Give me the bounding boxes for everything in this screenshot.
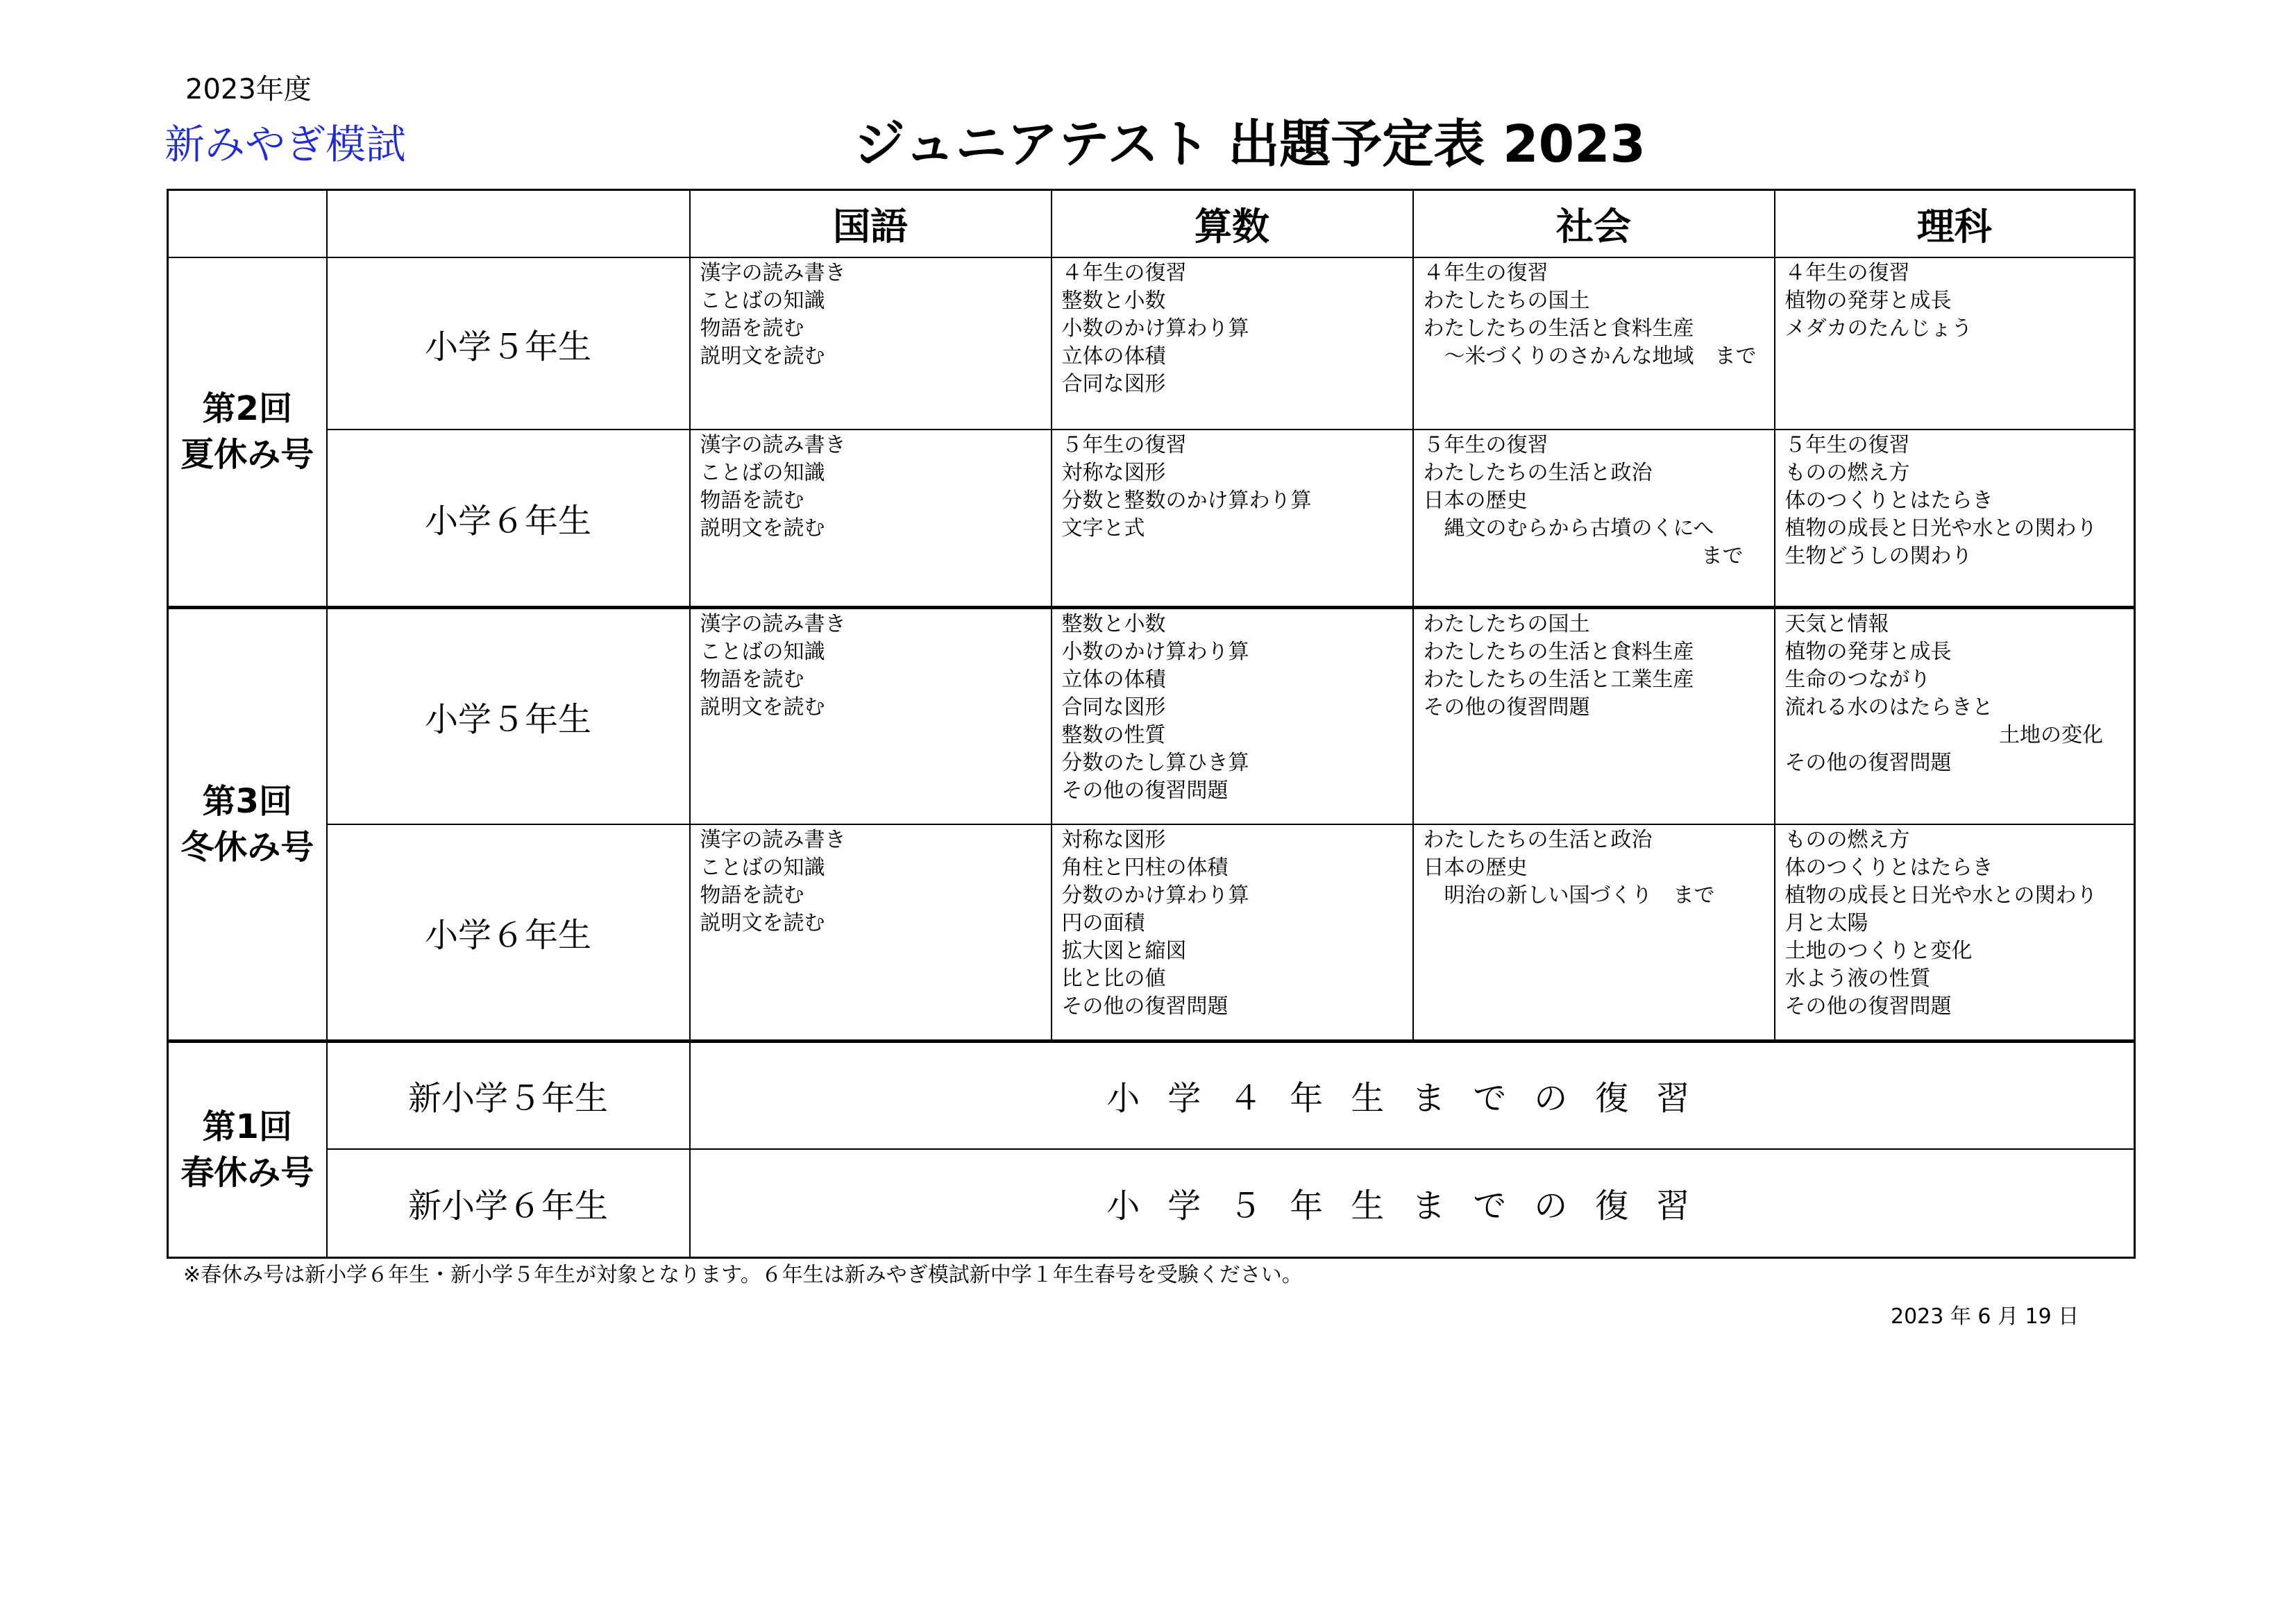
topic-item: 文字と式 xyxy=(1061,516,1145,541)
header-rika: 理科 xyxy=(1775,190,2135,258)
topic-item: 土地のつくりと変化 xyxy=(1784,939,1973,963)
topic-item: 体のつくりとはたらき xyxy=(1784,488,1993,513)
topics-sansu xyxy=(1052,607,1413,824)
topic-item: 漢字の読み書き xyxy=(700,828,846,852)
topics-shakai xyxy=(1413,607,1775,824)
topic-item: 立体の体積 xyxy=(1061,344,1166,368)
topic-item: 整数の性質 xyxy=(1061,722,1166,747)
issue-date: 2023 年 6 月 19 日 xyxy=(1891,1305,2079,1329)
topic-item: ものの燃え方 xyxy=(1784,461,1910,485)
topic-item: 分数のかけ算わり算 xyxy=(1061,883,1249,908)
table-row xyxy=(168,1041,2135,1149)
topic-item: 物語を読む xyxy=(700,883,804,908)
table-row xyxy=(168,607,2135,824)
topic-item: 物語を読む xyxy=(700,316,804,341)
topic-item: 物語を読む xyxy=(700,667,804,692)
topic-item: 月と太陽 xyxy=(1784,911,1868,935)
topic-item: 対称な図形 xyxy=(1061,461,1166,485)
topic-item: 縄文のむらから古墳のくにへ xyxy=(1423,516,1714,541)
topic-item: 角柱と円柱の体積 xyxy=(1061,856,1229,880)
topic-item: ５年生の復習 xyxy=(1423,433,1548,457)
topic-item: その他の復習問題 xyxy=(1423,695,1590,720)
table-row xyxy=(168,824,2135,1041)
topic-item: メダカのたんじょう xyxy=(1784,316,1973,341)
topic-item: 比と比の値 xyxy=(1061,967,1166,991)
round-number: 第1回 xyxy=(202,1107,292,1146)
topic-item: ５年生の復習 xyxy=(1784,433,1910,457)
topic-item: 日本の歴史 xyxy=(1423,856,1528,880)
topic-item: わたしたちの生活と食料生産 xyxy=(1423,316,1694,341)
topics-sansu xyxy=(1052,257,1413,430)
topic-item: ４年生の復習 xyxy=(1423,261,1548,285)
topic-item: まで xyxy=(1701,544,1744,568)
topic-item: わたしたちの国土 xyxy=(1423,611,1590,636)
topic-item: ことばの知識 xyxy=(700,856,825,880)
topic-item: 説明文を読む xyxy=(700,344,825,368)
topics-kokugo xyxy=(690,257,1052,430)
table-row xyxy=(168,430,2135,607)
topics-shakai xyxy=(1413,430,1775,607)
topic-item: 円の面積 xyxy=(1061,911,1145,935)
schedule-table xyxy=(167,189,2136,1259)
round-number: 第3回 xyxy=(202,781,292,821)
topics-shakai xyxy=(1413,257,1775,430)
round-label xyxy=(168,257,327,607)
header-blank-grade xyxy=(327,190,690,258)
grade-label: 小学６年生 xyxy=(327,430,690,607)
brand-name: 新みやぎ模試 xyxy=(164,121,407,168)
topic-item: 流れる水のはたらきと xyxy=(1784,695,1993,720)
topic-item: 整数と小数 xyxy=(1061,611,1166,636)
year-label: 2023年度 xyxy=(185,74,312,105)
round-season: 春休み号 xyxy=(180,1153,314,1192)
topic-item: ４年生の復習 xyxy=(1784,261,1910,285)
topic-item: 植物の発芽と成長 xyxy=(1784,639,1952,664)
topic-item: 植物の成長と日光や水との関わり xyxy=(1784,516,2097,541)
topic-item: その他の復習問題 xyxy=(1784,750,1952,775)
topic-item: 対称な図形 xyxy=(1061,828,1166,852)
topics-list xyxy=(1785,611,2125,722)
topic-item: ～米づくりのさかんな地域 まで xyxy=(1423,344,1757,368)
topics-kokugo xyxy=(690,824,1052,1041)
round-label xyxy=(168,1041,327,1257)
topic-item: 生命のつながり xyxy=(1784,667,1931,692)
topic-item: ５年生の復習 xyxy=(1061,433,1187,457)
topic-item: 説明文を読む xyxy=(700,516,825,541)
topic-item: 生物どうしの関わり xyxy=(1784,544,1973,568)
topic-item: 土地の変化 xyxy=(1999,722,2103,747)
topic-item: 植物の発芽と成長 xyxy=(1784,289,1952,313)
header-shakai: 社会 xyxy=(1413,190,1775,258)
topic-item: 物語を読む xyxy=(700,488,804,513)
header-kokugo: 国語 xyxy=(690,190,1052,258)
topics-sansu xyxy=(1052,430,1413,607)
topic-item: 合同な図形 xyxy=(1061,695,1166,720)
topics-sansu xyxy=(1052,824,1413,1041)
topic-item: その他の復習問題 xyxy=(1784,994,1952,1019)
topic-item: 植物の成長と日光や水との関わり xyxy=(1784,883,2097,908)
topic-item: 小数のかけ算わり算 xyxy=(1061,639,1249,664)
table-row xyxy=(168,257,2135,430)
topic-item: 日本の歴史 xyxy=(1423,488,1528,513)
topic-item: わたしたちの国土 xyxy=(1423,289,1590,313)
topic-item: 説明文を読む xyxy=(700,695,825,720)
topics-list xyxy=(1424,432,1764,543)
topic-item: わたしたちの生活と食料生産 xyxy=(1423,639,1694,664)
topic-item: 立体の体積 xyxy=(1061,667,1166,692)
topic-item: ４年生の復習 xyxy=(1061,261,1187,285)
topics-shakai xyxy=(1413,824,1775,1041)
round-season: 夏休み号 xyxy=(180,435,314,475)
topic-item: ことばの知識 xyxy=(700,461,825,485)
round-season: 冬休み号 xyxy=(180,827,314,867)
table-row xyxy=(168,1149,2135,1257)
grade-label: 小学５年生 xyxy=(327,257,690,430)
grade-label: 新小学６年生 xyxy=(327,1149,690,1257)
review-scope: 小学４年生までの復習 xyxy=(690,1041,2135,1149)
topic-item: その他の復習問題 xyxy=(1061,994,1229,1019)
topic-item: ものの燃え方 xyxy=(1784,828,1910,852)
review-scope: 小学５年生までの復習 xyxy=(690,1149,2135,1257)
topics-kokugo xyxy=(690,607,1052,824)
header-sansu: 算数 xyxy=(1052,190,1413,258)
round-label xyxy=(168,607,327,1041)
topic-item: 体のつくりとはたらき xyxy=(1784,856,1993,880)
topics-kokugo xyxy=(690,430,1052,607)
topic-item: 天気と情報 xyxy=(1784,611,1889,636)
topic-item: ことばの知識 xyxy=(700,289,825,313)
topics-rika xyxy=(1775,257,2135,430)
grade-label: 小学５年生 xyxy=(327,607,690,824)
topics-rika xyxy=(1775,824,2135,1041)
topic-item: 漢字の読み書き xyxy=(700,433,846,457)
topic-item: わたしたちの生活と工業生産 xyxy=(1423,667,1694,692)
header-blank-round xyxy=(168,190,327,258)
topic-item: 分数のたし算ひき算 xyxy=(1061,750,1249,775)
topic-item: 水よう液の性質 xyxy=(1784,967,1931,991)
topic-item: 整数と小数 xyxy=(1061,289,1166,313)
topic-item: ことばの知識 xyxy=(700,639,825,664)
topic-item: 漢字の読み書き xyxy=(700,261,846,285)
page-title: ジュニアテスト 出題予定表 2023 xyxy=(854,114,1646,174)
topic-item: わたしたちの生活と政治 xyxy=(1423,828,1653,852)
topic-item: その他の復習問題 xyxy=(1061,778,1229,803)
topic-item: 漢字の読み書き xyxy=(700,611,846,636)
topics-rika xyxy=(1775,430,2135,607)
grade-label: 小学６年生 xyxy=(327,824,690,1041)
topic-item: わたしたちの生活と政治 xyxy=(1423,461,1653,485)
footnote: ※春休み号は新小学６年生・新小学５年生が対象となります。６年生は新みやぎ模試新中学１年生春号を受験ください。 xyxy=(183,1263,1303,1287)
topic-item: 説明文を読む xyxy=(700,911,825,935)
topic-item: 合同な図形 xyxy=(1061,372,1166,396)
topic-item: 拡大図と縮図 xyxy=(1061,939,1187,963)
topic-item: 分数と整数のかけ算わり算 xyxy=(1061,488,1312,513)
topic-item: 小数のかけ算わり算 xyxy=(1061,316,1249,341)
round-number: 第2回 xyxy=(202,389,292,429)
topics-list xyxy=(1785,749,2125,777)
topic-item: 明治の新しい国づくり まで xyxy=(1423,883,1715,908)
topics-rika xyxy=(1775,607,2135,824)
header-row xyxy=(168,190,2135,258)
grade-label: 新小学５年生 xyxy=(327,1041,690,1149)
